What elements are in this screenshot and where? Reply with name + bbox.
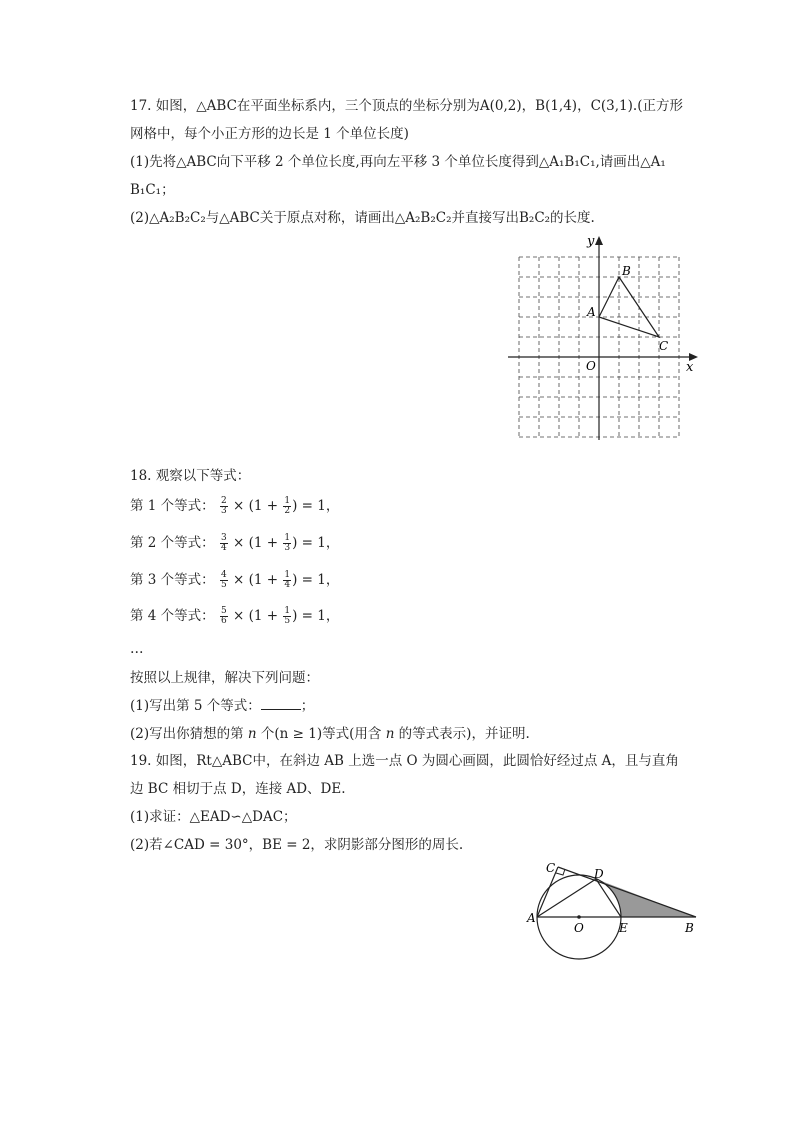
equation-prefix: 第 2 个等式： xyxy=(130,535,215,551)
q18-part1-end: ； xyxy=(300,698,315,714)
label-e: E xyxy=(619,921,628,935)
x-axis-label: x xyxy=(686,360,694,375)
label-b: B xyxy=(685,921,694,935)
q18-equation-4: 第 4 个等式： $\frac{5}{6}$ × (1 + $\frac{1}{5}$ ) = 1， xyxy=(130,606,340,626)
equation-suffix: = 1， xyxy=(301,535,340,551)
point-label-a: A xyxy=(587,305,596,319)
label-d: D xyxy=(594,867,604,881)
equation-suffix: = 1， xyxy=(301,498,340,514)
q19-line1: 19. 如图，Rt△ABC中，在斜边 AB 上选一点 O 为圆心画圆，此圆恰好经过点 A，且与直角 xyxy=(130,753,679,769)
fraction: $\frac{5}{6}$ xyxy=(220,606,227,626)
q19-line4: (2)若∠CAD = 30°，BE = 2，求阴影部分图形的周长. xyxy=(130,837,464,853)
equation-suffix: = 1， xyxy=(301,572,340,588)
q17-line4: B₁C₁； xyxy=(130,182,175,198)
origin-label: O xyxy=(586,359,596,373)
equation-prefix: 第 4 个等式： xyxy=(130,608,215,624)
q18-equation-1: 第 1 个等式： $\frac{2}{3}$ × (1 + $\frac{1}{2}$ ) = 1， xyxy=(130,496,340,516)
fraction: $\frac{1}{2}$ xyxy=(284,496,291,516)
fraction: $\frac{1}{5}$ xyxy=(284,606,291,626)
fraction: $\frac{4}{5}$ xyxy=(220,570,227,590)
equation-prefix: 第 1 个等式： xyxy=(130,498,215,514)
circle-tangent-figure xyxy=(520,855,700,980)
q18-intro: 18. 观察以下等式： xyxy=(130,468,251,484)
y-axis-label: y xyxy=(587,234,595,249)
label-c: C xyxy=(546,861,556,875)
coordinate-grid-figure xyxy=(505,232,705,442)
q18-part2: (2)写出你猜想的第 n 个(n ≥ 1)等式(用含 n 的等式表示)，并证明. xyxy=(130,726,530,742)
equation-prefix: 第 3 个等式： xyxy=(130,572,215,588)
label-o: O xyxy=(574,921,584,935)
line-ad xyxy=(537,879,596,917)
label-a: A xyxy=(527,911,536,925)
q18-part1 xyxy=(130,697,314,715)
q18-ellipsis: … xyxy=(130,641,144,657)
answer-blank xyxy=(261,697,301,710)
y-axis-arrow-icon xyxy=(595,236,603,245)
center-dot xyxy=(577,915,581,919)
q17-line1: 17. 如图，△ABC在平面坐标系内，三个顶点的坐标分别为A(0,2)，B(1,4)，C(3,1).(正方形 xyxy=(130,98,683,114)
q17-line2: 网格中，每个小正方形的边长是 1 个单位长度) xyxy=(130,126,409,142)
q18-equation-2: 第 2 个等式： $\frac{3}{4}$ × (1 + $\frac{1}{3}$ ) = 1， xyxy=(130,533,340,553)
q17-line5: (2)△A₂B₂C₂与△ABC关于原点对称，请画出△A₂B₂C₂并直接写出B₂C₂的长度. xyxy=(130,210,595,226)
times-sign: × (1 + xyxy=(233,498,279,514)
point-label-c: C xyxy=(659,339,669,353)
q19-line3: (1)求证：△EAD∽△DAC； xyxy=(130,809,297,825)
fraction: $\frac{1}{3}$ xyxy=(284,533,291,553)
q18-rule: 按照以上规律，解决下列问题： xyxy=(130,670,319,686)
equation-suffix: = 1， xyxy=(301,608,340,624)
q19-line2: 边 BC 相切于点 D，连接 AD、DE. xyxy=(130,781,346,797)
fraction: $\frac{3}{4}$ xyxy=(220,533,227,553)
q18-equation-3: 第 3 个等式： $\frac{4}{5}$ × (1 + $\frac{1}{4}$ ) = 1， xyxy=(130,570,340,590)
times-sign: × (1 + xyxy=(233,535,279,551)
q18-part1-text: (1)写出第 5 个等式： xyxy=(130,698,261,714)
point-label-b: B xyxy=(622,264,631,278)
q17-line3: (1)先将△ABC向下平移 2 个单位长度,再向左平移 3 个单位长度得到△A₁B₁C₁,请画出△A₁ xyxy=(130,154,666,170)
times-sign: × (1 + xyxy=(233,608,279,624)
fraction: $\frac{2}{3}$ xyxy=(220,496,227,516)
times-sign: × (1 + xyxy=(233,572,279,588)
fraction: $\frac{1}{4}$ xyxy=(284,570,291,590)
triangle-abc xyxy=(599,277,659,337)
